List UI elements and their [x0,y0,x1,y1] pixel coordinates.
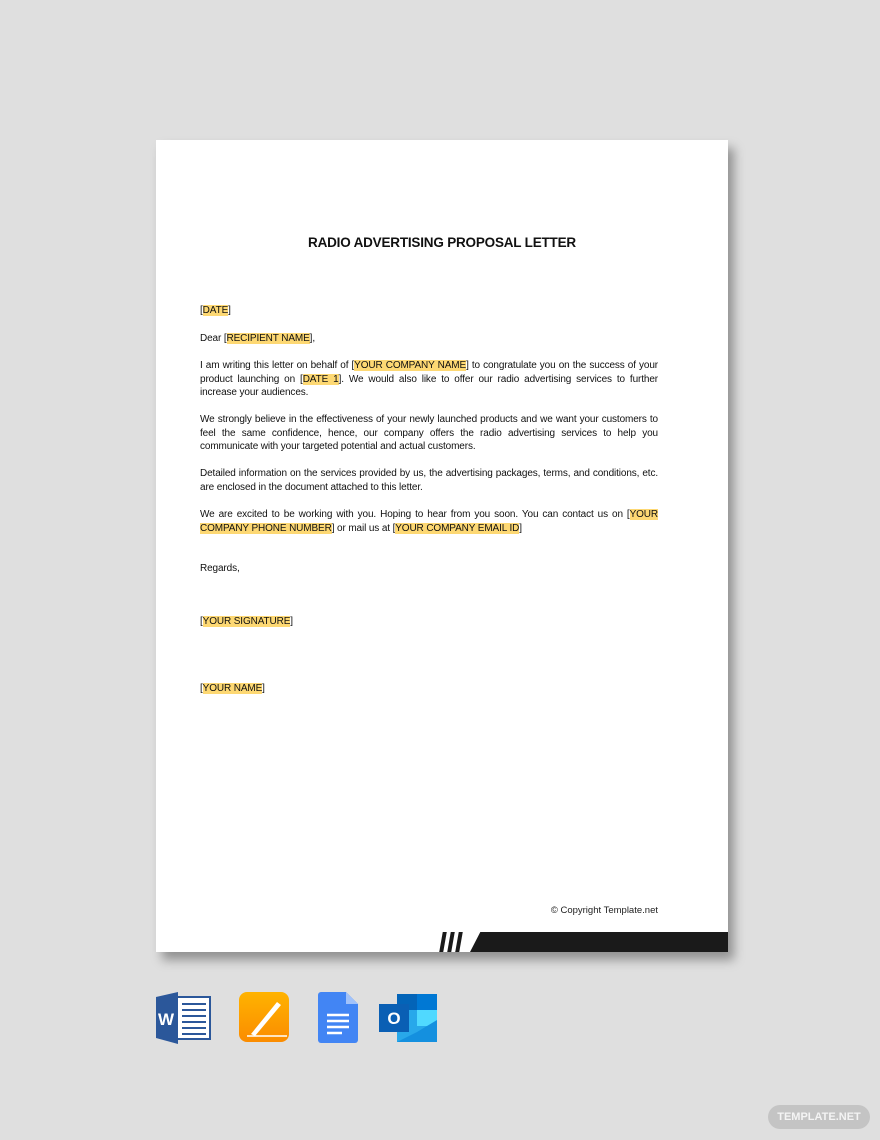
name-placeholder: YOUR NAME [202,683,263,694]
signature-placeholder: YOUR SIGNATURE [202,616,291,627]
paragraph-4 [200,508,658,535]
document-title: RADIO ADVERTISING PROPOSAL LETTER [308,235,576,250]
closing: Regards, [200,563,240,574]
bracket: ] [290,616,293,627]
text: We are excited to be working with you. Hoping to hear from you soon. You can contact us on [ [200,509,630,520]
word-icon[interactable] [156,992,212,1044]
recipient-placeholder: RECIPIENT NAME [226,333,310,344]
text: ]. We would also like to offer our radio advertising services to further increase your audiences. [200,373,658,398]
phone-placeholder: YOUR COMPANY PHONE NUMBER [200,509,658,534]
bracket: ] [228,305,231,316]
footer-bar [470,932,728,952]
outlook-icon[interactable] [379,992,439,1044]
text: ] to congratulate you on the success of your product launching on [ [200,360,658,385]
svg-text:W: W [157,1010,175,1029]
text: I am writing this letter on behalf of [ [200,360,355,371]
name-line [200,682,658,696]
date-placeholder: DATE [202,305,229,316]
svg-text:O: O [387,1009,401,1028]
footer-stripe [439,932,447,952]
text: ] or mail us at [ [331,522,396,534]
signature-line [200,615,658,629]
date-line [200,304,658,318]
company-name-placeholder: YOUR COMPANY NAME [354,360,467,371]
email-placeholder: YOUR COMPANY EMAIL ID [395,522,520,534]
footer-stripe [447,932,455,952]
paragraph-3: Detailed information on the services provided by us, the advertising packages, terms, and conditions, etc. are enclosed in the document attached to this letter. [200,468,658,493]
text: ] [519,522,522,534]
document-page [156,140,728,952]
bracket: [ [200,616,203,627]
bracket: [ [200,683,203,694]
bracket: ] [262,683,265,694]
google-docs-icon[interactable] [318,992,360,1044]
salutation-text: Dear [ [200,333,227,344]
copyright: © Copyright Template.net [550,905,658,916]
salutation [200,332,658,346]
template-net-badge[interactable]: TEMPLATE.NET [768,1105,870,1129]
paragraph-1 [200,359,658,400]
pages-icon[interactable] [239,992,291,1044]
salutation-text: ], [309,333,315,344]
date1-placeholder: DATE 1 [302,373,339,385]
bracket: [ [200,305,203,316]
paragraph-2: We strongly believe in the effectiveness of your newly launched products and we want your customers to feel the same confidence, hence, our company offers the radio advertising services to help you communicate with your targeted potential and actual customers. [200,414,658,452]
footer-stripe [455,932,463,952]
